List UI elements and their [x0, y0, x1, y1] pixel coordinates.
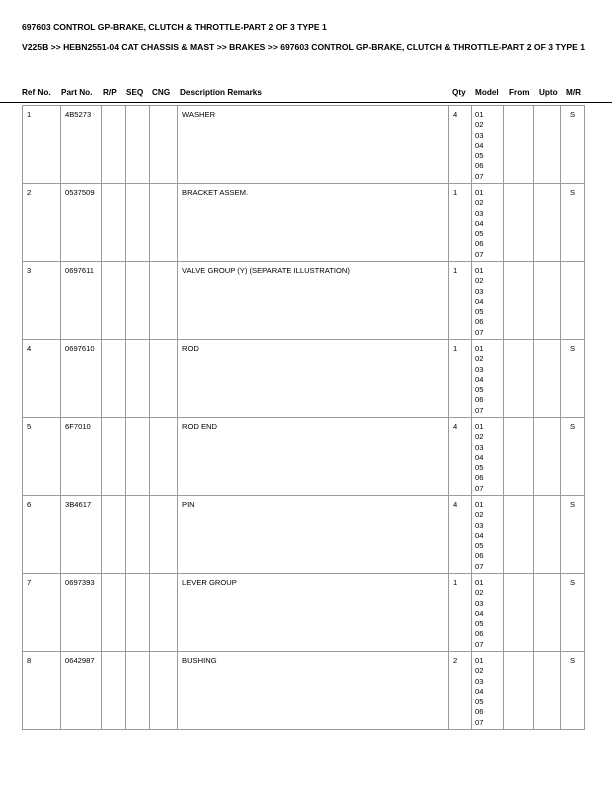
seq-cell [126, 652, 150, 730]
ref-no-cell: 3 [23, 262, 61, 340]
model-code: 01 [475, 110, 484, 119]
description-cell: BRACKET ASSEM. [178, 184, 449, 262]
description-cell: WASHER [178, 106, 449, 184]
description-cell: ROD [178, 340, 449, 418]
col-upto: Upto [539, 88, 558, 97]
part-no-cell: 0537509 [61, 184, 102, 262]
seq-cell [126, 262, 150, 340]
qty-cell: 1 [449, 184, 472, 262]
model-code: 07 [475, 249, 484, 259]
from-cell [504, 652, 534, 730]
model-code: 01 [475, 500, 484, 509]
rp-cell [102, 262, 126, 340]
col-description: Description Remarks [180, 88, 262, 97]
page-title: 697603 CONTROL GP-BRAKE, CLUTCH & THROTTLE-PART 2 OF 3 TYPE 1 [22, 22, 327, 32]
mr-cell: S [561, 184, 585, 262]
model-code: 03 [475, 442, 484, 452]
from-cell [504, 106, 534, 184]
model-code: 05 [475, 619, 484, 629]
model-code: 07 [475, 483, 484, 493]
model-code: 01 [475, 344, 484, 353]
model-code: 02 [475, 198, 484, 208]
model-cell [472, 652, 504, 730]
rp-cell [102, 106, 126, 184]
col-part-no: Part No. [61, 88, 93, 97]
model-code: 05 [475, 307, 484, 317]
model-code: 04 [475, 608, 484, 618]
part-no-cell: 0697611 [61, 262, 102, 340]
model-code: 05 [475, 385, 484, 395]
upto-cell [534, 652, 561, 730]
model-code: 07 [475, 405, 484, 415]
model-code: 03 [475, 676, 484, 686]
mr-cell: S [561, 652, 585, 730]
seq-cell [126, 106, 150, 184]
table-row [23, 184, 585, 262]
qty-cell: 4 [449, 418, 472, 496]
part-no-cell: 4B5273 [61, 106, 102, 184]
table-row [23, 418, 585, 496]
table-row [23, 574, 585, 652]
model-code: 06 [475, 161, 484, 171]
from-cell [504, 262, 534, 340]
rp-cell [102, 496, 126, 574]
model-code: 06 [475, 551, 484, 561]
mr-cell: S [561, 106, 585, 184]
model-code: 03 [475, 208, 484, 218]
description-cell: ROD END [178, 418, 449, 496]
model-cell [472, 184, 504, 262]
col-ref-no: Ref No. [22, 88, 51, 97]
model-code: 02 [475, 588, 484, 598]
mr-cell [561, 262, 585, 340]
model-code: 05 [475, 151, 484, 161]
cng-cell [150, 262, 178, 340]
description-cell: PIN [178, 496, 449, 574]
model-code: 03 [475, 364, 484, 374]
col-mr: M/R [566, 88, 582, 97]
cng-cell [150, 106, 178, 184]
rp-cell [102, 184, 126, 262]
model-code: 03 [475, 286, 484, 296]
model-code: 01 [475, 578, 484, 587]
model-code: 02 [475, 666, 484, 676]
description-cell: BUSHING [178, 652, 449, 730]
seq-cell [126, 496, 150, 574]
qty-cell: 1 [449, 340, 472, 418]
table-row [23, 262, 585, 340]
ref-no-cell: 8 [23, 652, 61, 730]
from-cell [504, 184, 534, 262]
qty-cell: 2 [449, 652, 472, 730]
from-cell [504, 418, 534, 496]
model-code: 02 [475, 510, 484, 520]
upto-cell [534, 496, 561, 574]
model-cell [472, 262, 504, 340]
rp-cell [102, 340, 126, 418]
model-code: 05 [475, 541, 484, 551]
model-code: 06 [475, 395, 484, 405]
from-cell [504, 496, 534, 574]
qty-cell: 4 [449, 496, 472, 574]
ref-no-cell: 4 [23, 340, 61, 418]
model-code: 04 [475, 530, 484, 540]
rp-cell [102, 574, 126, 652]
qty-cell: 4 [449, 106, 472, 184]
model-code: 03 [475, 520, 484, 530]
model-code: 05 [475, 697, 484, 707]
model-code: 06 [475, 317, 484, 327]
seq-cell [126, 418, 150, 496]
cng-cell [150, 652, 178, 730]
model-code: 06 [475, 473, 484, 483]
model-code: 05 [475, 229, 484, 239]
upto-cell [534, 262, 561, 340]
seq-cell [126, 184, 150, 262]
mr-cell: S [561, 574, 585, 652]
model-code: 03 [475, 130, 484, 140]
from-cell [504, 340, 534, 418]
ref-no-cell: 7 [23, 574, 61, 652]
model-code: 06 [475, 707, 484, 717]
model-code: 04 [475, 452, 484, 462]
model-cell [472, 418, 504, 496]
model-code: 03 [475, 598, 484, 608]
model-code: 02 [475, 354, 484, 364]
part-no-cell: 3B4617 [61, 496, 102, 574]
header-divider [0, 102, 612, 103]
model-code: 04 [475, 296, 484, 306]
table-header [0, 88, 612, 102]
mr-cell: S [561, 340, 585, 418]
part-no-cell: 0697393 [61, 574, 102, 652]
col-cng: CNG [152, 88, 171, 97]
ref-no-cell: 1 [23, 106, 61, 184]
model-code: 04 [475, 374, 484, 384]
col-from: From [509, 88, 530, 97]
model-code: 07 [475, 639, 484, 649]
breadcrumb: V225B >> HEBN2551-04 CAT CHASSIS & MAST >> BRAKES >> 697603 CONTROL GP-BRAKE, CLUTCH & THROTTLE-PART 2 OF 3 TYPE 1 [22, 42, 586, 52]
upto-cell [534, 418, 561, 496]
model-cell [472, 574, 504, 652]
ref-no-cell: 2 [23, 184, 61, 262]
model-code: 07 [475, 327, 484, 337]
col-model: Model [475, 88, 499, 97]
part-no-cell: 0642987 [61, 652, 102, 730]
cng-cell [150, 574, 178, 652]
upto-cell [534, 184, 561, 262]
model-code: 05 [475, 463, 484, 473]
model-code: 01 [475, 656, 484, 665]
mr-cell: S [561, 418, 585, 496]
model-code: 04 [475, 140, 484, 150]
qty-cell: 1 [449, 262, 472, 340]
part-no-cell: 6F7010 [61, 418, 102, 496]
model-code: 04 [475, 686, 484, 696]
cng-cell [150, 340, 178, 418]
model-code: 06 [475, 629, 484, 639]
part-no-cell: 0697610 [61, 340, 102, 418]
mr-cell: S [561, 496, 585, 574]
table-row [23, 106, 585, 184]
model-code: 07 [475, 561, 484, 571]
model-code: 07 [475, 171, 484, 181]
description-cell: VALVE GROUP (Y) (SEPARATE ILLUSTRATION) [178, 262, 449, 340]
upto-cell [534, 340, 561, 418]
parts-table [22, 105, 585, 730]
table-row [23, 652, 585, 730]
model-cell [472, 340, 504, 418]
rp-cell [102, 652, 126, 730]
from-cell [504, 574, 534, 652]
rp-cell [102, 418, 126, 496]
col-rp: R/P [103, 88, 117, 97]
model-code: 06 [475, 239, 484, 249]
model-code: 07 [475, 717, 484, 727]
model-cell [472, 496, 504, 574]
parts-table-body [23, 106, 585, 730]
model-code: 01 [475, 266, 484, 275]
upto-cell [534, 106, 561, 184]
model-code: 02 [475, 120, 484, 130]
cng-cell [150, 496, 178, 574]
col-qty: Qty [452, 88, 466, 97]
upto-cell [534, 574, 561, 652]
model-cell [472, 106, 504, 184]
seq-cell [126, 340, 150, 418]
qty-cell: 1 [449, 574, 472, 652]
ref-no-cell: 6 [23, 496, 61, 574]
table-row [23, 340, 585, 418]
cng-cell [150, 418, 178, 496]
model-code: 02 [475, 432, 484, 442]
model-code: 02 [475, 276, 484, 286]
ref-no-cell: 5 [23, 418, 61, 496]
model-code: 01 [475, 422, 484, 431]
table-row [23, 496, 585, 574]
model-code: 04 [475, 218, 484, 228]
seq-cell [126, 574, 150, 652]
description-cell: LEVER GROUP [178, 574, 449, 652]
col-seq: SEQ [126, 88, 144, 97]
cng-cell [150, 184, 178, 262]
model-code: 01 [475, 188, 484, 197]
